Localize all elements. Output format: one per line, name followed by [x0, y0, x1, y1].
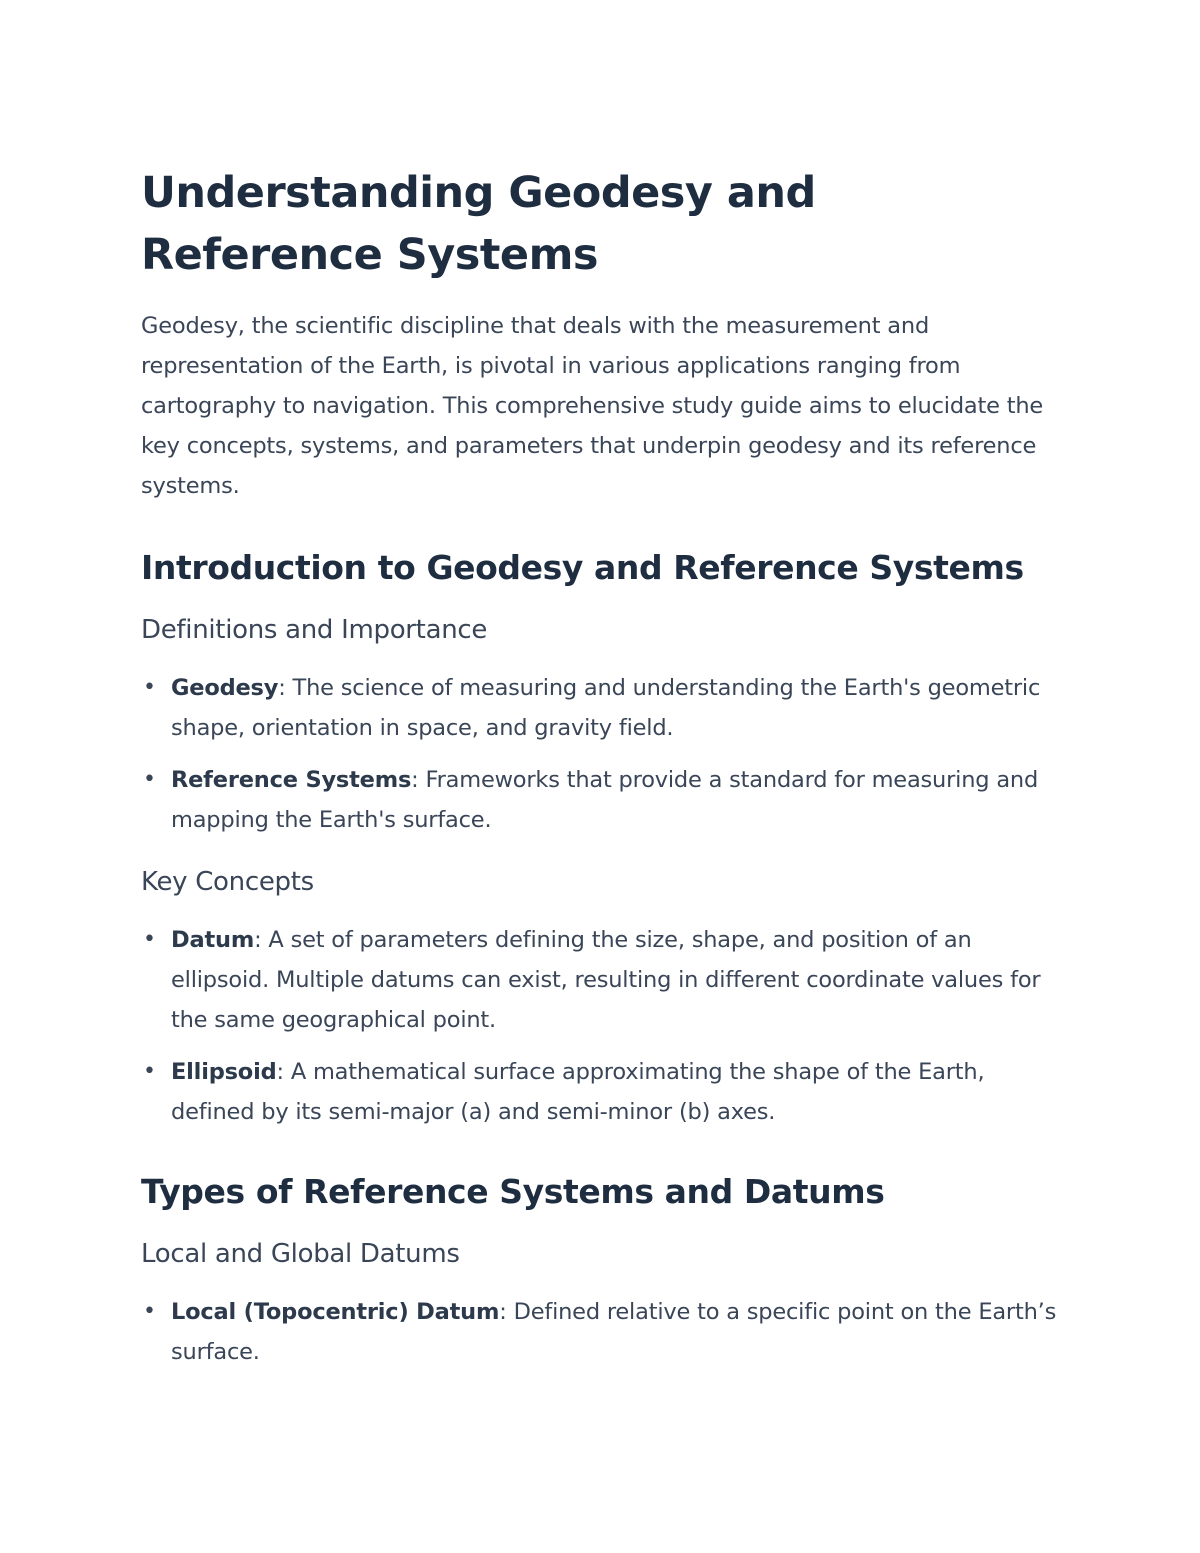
list-item — [141, 668, 1071, 748]
document-title: Understanding Geodesy and Reference Systems — [141, 168, 816, 280]
section-heading-introduction: Introduction to Geodesy and Reference Systems — [141, 548, 1024, 587]
section-heading-types: Types of Reference Systems and Datums — [141, 1172, 885, 1211]
bullet-icon: • — [143, 1059, 156, 1084]
list-item — [141, 920, 1071, 1040]
datums-list — [141, 1292, 1071, 1372]
list-item-text: : Frameworks that provide a standard for measuring and mapping the Earth's surface. — [171, 767, 1039, 833]
subsection-heading-local-global: Local and Global Datums — [141, 1239, 460, 1269]
list-item-term: Datum — [171, 927, 255, 953]
list-item-term: Ellipsoid — [171, 1059, 277, 1085]
subsection-heading-key-concepts: Key Concepts — [141, 867, 314, 897]
list-item-term: Local (Topocentric) Datum — [171, 1299, 500, 1325]
intro-paragraph: Geodesy, the scientific discipline that deals with the measurement and representation of the Earth, is pivotal in various applications ranging from cartography to navigation. This comprehensive study guide aims to elucidate the key concepts, systems, and parameters that underpin geodesy and its reference systems. — [141, 313, 1044, 499]
key-concepts-list — [141, 920, 1071, 1132]
list-item-text: : Defined relative to a specific point on the Earth’s surface. — [171, 1299, 1057, 1365]
list-item — [141, 760, 1071, 840]
bullet-icon: • — [143, 767, 156, 792]
list-item — [141, 1052, 1071, 1132]
list-item-text: : A mathematical surface approximating the shape of the Earth, defined by its semi-major (a) and semi-minor (b) axes. — [171, 1059, 985, 1125]
list-item-text: : The science of measuring and understanding the Earth's geometric shape, orientation in space, and gravity field. — [171, 675, 1041, 741]
definitions-list — [141, 668, 1071, 840]
list-item-text: : A set of parameters defining the size, shape, and position of an ellipsoid. Multiple datums can exist, resulting in different coordinate values for the same geographical point. — [171, 927, 1041, 1033]
document-page — [141, 162, 1071, 1372]
bullet-icon: • — [143, 1299, 156, 1324]
bullet-icon: • — [143, 927, 156, 952]
bullet-icon: • — [143, 675, 156, 700]
list-item-term: Geodesy — [171, 675, 279, 701]
subsection-heading-definitions: Definitions and Importance — [141, 615, 488, 645]
list-item — [141, 1292, 1071, 1372]
list-item-term: Reference Systems — [171, 767, 412, 793]
